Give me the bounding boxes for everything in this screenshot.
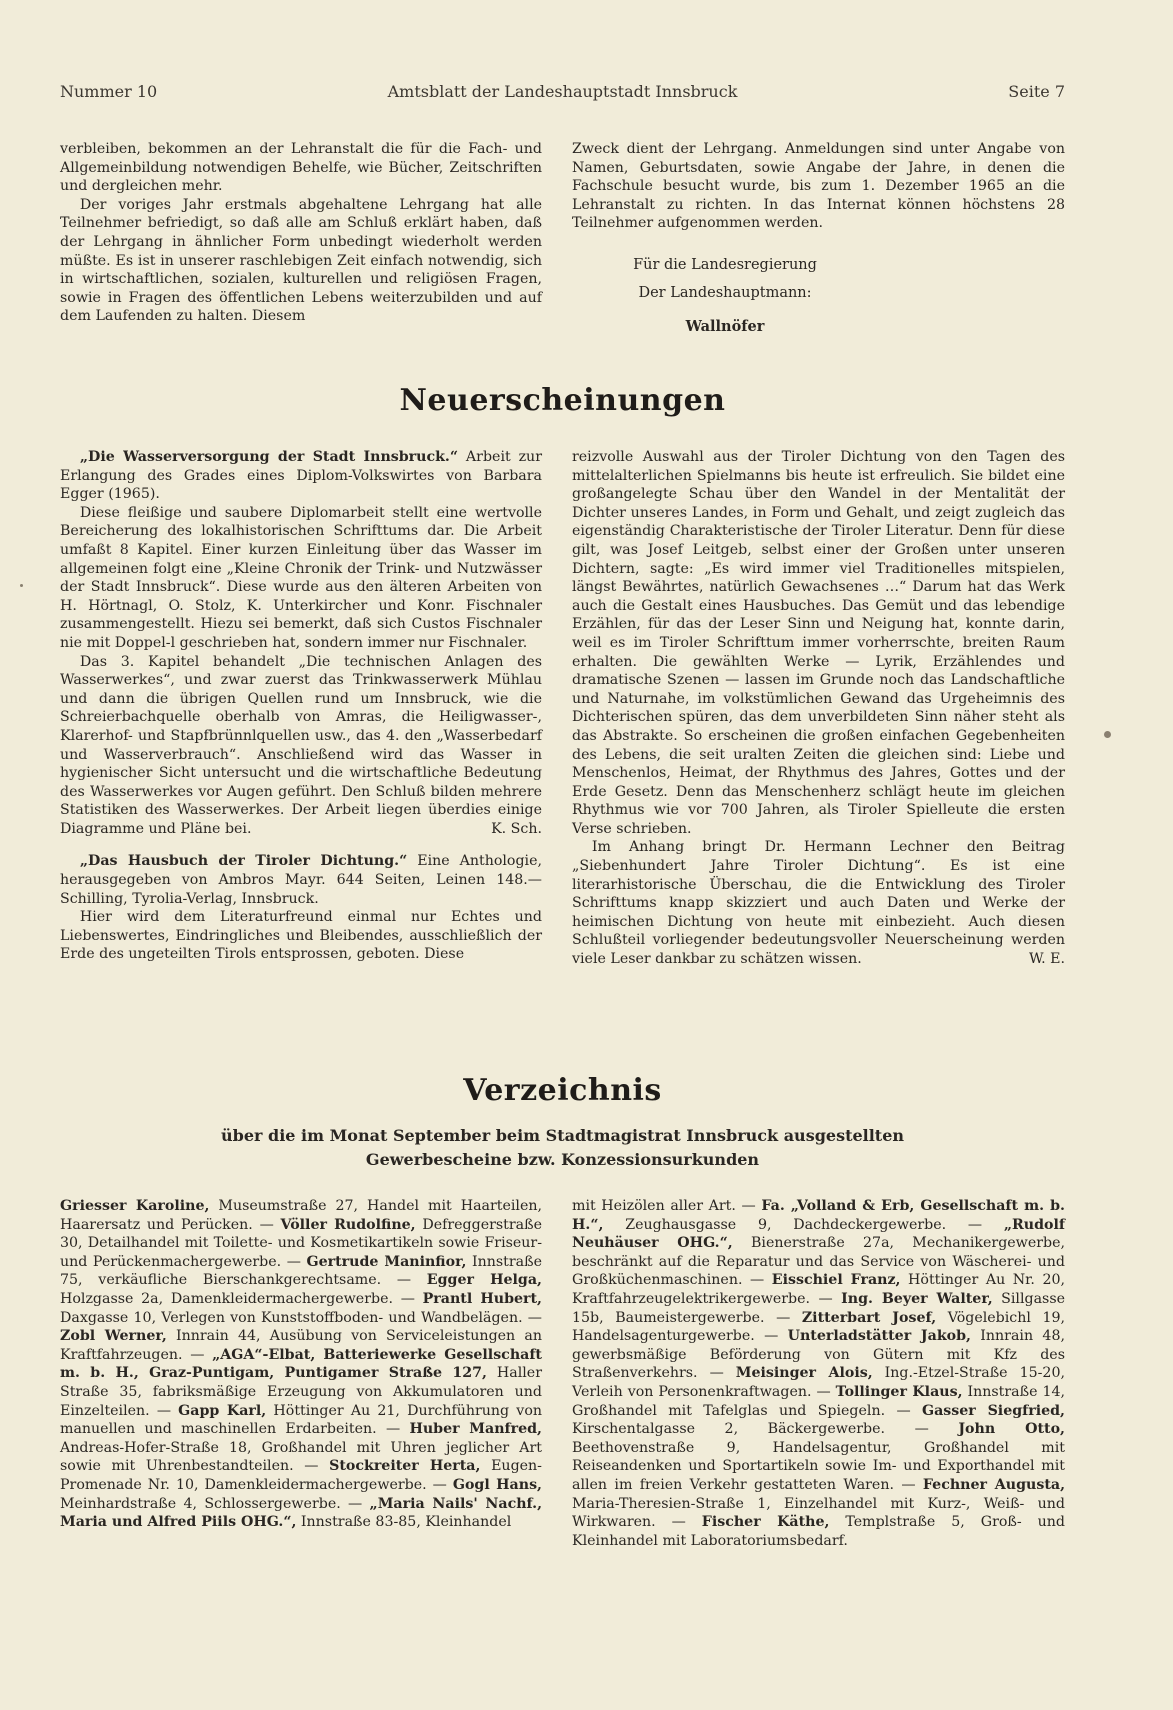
entry-name: „AGA“-Elbat, Batteriewerke Gesellschaft m. b. H., Graz-Puntigam, Puntigamer Straße 127, [60,1346,542,1382]
entry-name: Stockreiter Herta, [329,1458,481,1475]
entry-text: Innstraße 14, Großhandel mit Tafelglas und Spiegeln. — [572,1383,1066,1419]
review-text: Eine Anthologie, herausgegeben von Ambros Mayr. 644 Seiten, Leinen 148.— Schilling, Tyrolia-Verlag, Innsbruck. [60,853,542,907]
entry-text: Museumstraße 27, Handel mit Haarteilen, Haarersatz und Perücken. — [60,1198,542,1233]
entry-text: Beethovenstraße 9, Handelsagentur, Großhandel mit Reiseandenken und Sportartikeln sowie Im- und Exporthandel mit allen im freien Verkehr gestatteten Waren. — [572,1439,1065,1493]
book-title: „Das Hausbuch der Tiroler Dichtung.“ [79,853,408,870]
entry-text: Andreas-Hofer-Straße 18, Großhandel mit Uhren jeglicher Art sowie mit Uhrenbestandteilen. — [60,1439,542,1475]
entry-name: Prantl Hubert, [422,1290,542,1307]
entry-name: Gogl Hans, [452,1476,542,1493]
entry-name: Huber Manfred, [409,1421,542,1438]
review-paragraph [60,653,542,839]
registry-entries [572,1197,1065,1550]
entry-name: Gasser Siegfried, [922,1402,1066,1419]
top-left-column [60,140,542,326]
top-right-column [572,140,1065,233]
entry-name: Eisschiel Franz, [771,1272,901,1289]
entry-text: Ing.-Etzel-Straße 15-20, Verleih von Personenkraftwagen. — [572,1365,1065,1400]
section-subtitle: Gewerbescheine bzw. Konzessionsurkunden [365,1150,760,1169]
registry-left-column [60,1197,542,1532]
review-paragraph: Diese fleißige und saubere Diplomarbeit stellt eine wertvolle Bereicherung des lokalhistorischen Schrifttums dar. Die Arbeit umfaßt 8 Kapitel. Einer kurzen Einleitung über das Wasser im allgemeinen folgt eine „Kleine Chronik der Trink- und Nutzwässer der Stadt Innsbruck“. Diese wurde aus den älteren Arbeiten von H. Hörtnagl, O. Stolz, K. Unterkircher und Konr. Fischnaler zusammengestellt. Hiezu sei bemerkt, daß sich Custos Fischnaler nie mit Doppel-l geschrieben hat, sondern immer nur Fischnaler. [60,504,542,651]
registry-entries [60,1197,542,1532]
document-page [60,0,1065,1710]
issue-number: Nummer 10 [60,82,158,101]
section-subtitle: über die im Monat September beim Stadtmagistrat Innsbruck ausgestellten [221,1126,904,1145]
entry-text: Meinhardstraße 4, Schlossergewerbe. — [60,1495,370,1512]
continuation-paragraph: Zweck dient der Lehrgang. Anmeldungen sind unter Angabe von Namen, Geburtsdaten, sowie Angabe der Jahre, in denen die Fachschule besucht wurde, bis zum 1. Dezember 1965 an die Lehranstalt zu richten. In das Internat können höchstens 28 Teilnehmer aufgenommen werden. [572,141,1065,232]
entry-name: Fischer Käthe, [701,1514,830,1531]
entry-name: Meisinger Alois, [735,1365,873,1382]
paper-speck [1104,731,1111,738]
publication-title: Amtsblatt der Landeshauptstadt Innsbruck [387,82,738,101]
entry-name: Gertrude Maninfior, [306,1253,467,1270]
entry-text: Daxgasse 10, Verlegen von Kunststoffboden- und Wandbelägen. — [60,1309,542,1326]
section-heading-verzeichnis: Verzeichnis [463,1073,662,1108]
entry-text: Innstraße 75, verkäufliche Bierschankgerechtsame. — [60,1253,542,1289]
closing-line: Für die Landesregierung [633,257,817,273]
entry-text: Vögelebichl 19, Handelsagenturgewerbe. — [572,1309,1066,1345]
entry-name: „Maria Nails' Nachf., Maria und Alfred Piils OHG.“, [60,1495,543,1531]
entry-text: Zeughausgasse 9, Dachdeckergewerbe. — [603,1216,1004,1233]
entry-text: Templstraße 5, Groß- und Kleinhandel mit Laboratoriumsbedarf. [572,1514,1065,1549]
entry-text: Defreggerstraße 30, Detailhandel mit Toilette- und Kosmetikartikeln sowie Friseur- und Perückenmachergewerbe. — [60,1216,542,1270]
review-signature: W. E. [1029,951,1065,968]
review-text: Das 3. Kapitel behandelt „Die technischen Anlagen des Wasserwerkes“, und zwar zuerst das Trinkwasserwerk Mühlau und dann die übrigen Quellen rund um Innsbruck, wie die Schreierbachquelle oberhalb von Amras, die Heiligwasser-, Klarerhof- und Stapfbrünnlquellen usw., das 4. den „Wasserbedarf und Wasserverbrauch“. Anschließend wird das Wasser in hygienischer Sicht untersucht und die wirtschaftliche Bedeutung des Wasserwerkes vor Augen geführt. Den Schluß bilden mehrere Statistiken des Wasserwerkes. Der Arbeit liegen überdies einige Diagramme und Pläne bei. [60,653,542,837]
reviews-left-column [60,448,542,964]
review-signature: K. Sch. [491,820,542,837]
entry-text: Maria-Theresien-Straße 1, Einzelhandel mit Kurz-, Weiß- und Wirkwaren. — [572,1495,1065,1531]
page-number: Seite 7 [1008,82,1065,101]
signature: Wallnöfer [685,318,765,335]
entry-text: Innrain 44, Ausübung von Serviceleistungen an Kraftfahrzeugen. — [60,1328,542,1363]
entry-name: Griesser Karoline, [60,1198,210,1214]
review-text: Arbeit zur Erlangung des Grades eines Diplom-Volkswirtes von Barbara Egger (1965). [60,449,542,503]
review-paragraph [60,448,542,504]
reviews-right-column [572,448,1065,969]
review-paragraph: Hier wird dem Literaturfreund einmal nur Echtes und Liebenswertes, Eindringliches und Bleibendes, ausschließlich der Erde des ungeteilten Tirols entsprossen, geboten. Diese [60,909,542,963]
registry-right-column [572,1197,1065,1550]
paper-speck [20,584,23,587]
entry-name: John Otto, [958,1421,1065,1438]
entry-name: Zobl Werner, [60,1328,167,1345]
entry-text: Holzgasse 2a, Damenkleidermachergewerbe. — [60,1290,423,1307]
entry-name: Völler Rudolfine, [280,1216,416,1233]
entry-text: Sillgasse 15b, Baumeistergewerbe. — [572,1290,1066,1326]
entry-name: Fechner Augusta, [922,1476,1066,1493]
entry-name: Ing. Beyer Walter, [841,1290,993,1307]
entry-text: Höttinger Au 21, Durchführung von manuellen und maschinellen Erdarbeiten. — [60,1402,542,1438]
entry-name: „Rudolf Neuhäuser OHG.“, [572,1216,1065,1252]
entry-name: Zitterbart Josef, [801,1309,937,1326]
section-heading-neuerscheinungen: Neuerscheinungen [399,383,726,418]
entry-text: Höttinger Au Nr. 20, Kraftfahrzeugelektrikergewerbe. — [572,1272,1066,1307]
entry-name: Egger Helga, [426,1272,542,1289]
running-header [60,82,1065,108]
entry-text: mit Heizölen aller Art. — [572,1198,762,1214]
entry-name: Tollinger Klaus, [835,1383,963,1400]
continuation-paragraph: Der voriges Jahr erstmals abgehaltene Lehrgang hat alle Teilnehmer befriedigt, so daß alle am Schluß erklärt haben, daß der Lehrgang in ähnlicher Form unbedingt wiederholt werden müßte. Es ist in unserer raschlebigen Zeit einfach notwendig, sich in wirtschaftlichen, sozialen, kulturellen und religiösen Fragen, sowie in Fragen des öffentlichen Lebens weiterzubilden und auf dem Laufenden zu halten. Diesem [60,196,542,325]
entry-text: Innstraße 83-85, Kleinhandel [296,1514,512,1531]
book-title: „Die Wasserversorgung der Stadt Innsbruck.“ [79,449,459,465]
review-paragraph [60,852,542,908]
entry-text: Eugen-Promenade Nr. 10, Damenkleidermachergewerbe. — [60,1458,542,1493]
entry-text: Kirschentalgasse 2, Bäckergewerbe. — [572,1421,959,1438]
entry-text: Innrain 48, gewerbsmäßige Beförderung von Gütern mit Kfz des Straßenverkehrs. — [572,1328,1065,1382]
entry-text: Bienerstraße 27a, Mechanikergewerbe, beschränkt auf die Reparatur und das Service von Wäscherei- und Großküchenmaschinen. — [572,1235,1065,1289]
continuation-paragraph: verbleiben, bekommen an der Lehranstalt die für die Fach- und Allgemeinbildung notwendigen Behelfe, wie Bücher, Zeitschriften und dergleichen mehr. [60,141,542,195]
entry-name: Gapp Karl, [178,1402,267,1419]
entry-name: Unterladstätter Jakob, [787,1328,971,1345]
review-paragraph [572,838,1065,968]
closing-line: Der Landeshauptmann: [638,285,812,301]
review-paragraph: reizvolle Auswahl aus der Tiroler Dichtung von den Tagen des mittelalterlichen Spielmanns bis heute ist erfreulich. Sie bildet eine großangelegte Schau über den Wandel in der Mentalität der Dichter unseres Landes, in Form und Gehalt, und zeigt zugleich das eigenständig Charakteristische der Tiroler Literatur. Denn für diese gilt, was Josef Leitgeb, selbst einer der Großen unter unseren Dichtern, sagte: „Es wird immer viel Traditionelles mitspielen, längst Bewährtes, natürlich Gewachsenes …“ Darum hat das Werk auch die Gestalt eines Hausbuches. Das Gemüt und das lebendige Erzählen, für das der Leser Sinn und Neigung hat, konnte darin, weil es im Tiroler Schrifttum immer vorherrschte, breiten Raum erhalten. Die gewählten Werke — Lyrik, Erzählendes und dramatische Szenen — lassen im Grunde noch das Landschaftliche und Naturnahe, im volkstümlichen Gewand das Urgeheimnis des Dichterischen spüren, das dem unverbildeten Sinn näher steht als das Abstrakte. So erscheinen die großen einfachen Gegebenheiten des Lebens, die seit uralten Zeiten die gleichen sind: Liebe und Menschenlos, Heimat, der Rhythmus des Jahres, Gottes und der Erde Gesetz. Denn das Menschenherz schlägt heute im gleichen Rhythmus wie vor 700 Jahren, als Tiroler Spielleute die ersten Verse schrieben. [572,449,1065,837]
entry-text: Haller Straße 35, fabriksmäßige Erzeugung von Akkumulatoren und Einzelteilen. — [60,1365,542,1419]
review-text: Im Anhang bringt Dr. Hermann Lechner den Beitrag „Siebenhundert Jahre Tiroler Dichtung“. Es ist eine literarhistorische Überschau, die die Entwicklung des Tiroler Schrifttums knapp skizziert und auch Daten und Werke der heimischen Dichtung von heute mit einbezieht. Auch diesen Schlußteil vorliegender bedeutungsvoller Neuerscheinung werden viele Leser dankbar zu schätzen wissen. [572,839,1065,968]
entry-name: Fa. „Volland & Erb, Gesellschaft m. b. H.“, [572,1198,1065,1233]
